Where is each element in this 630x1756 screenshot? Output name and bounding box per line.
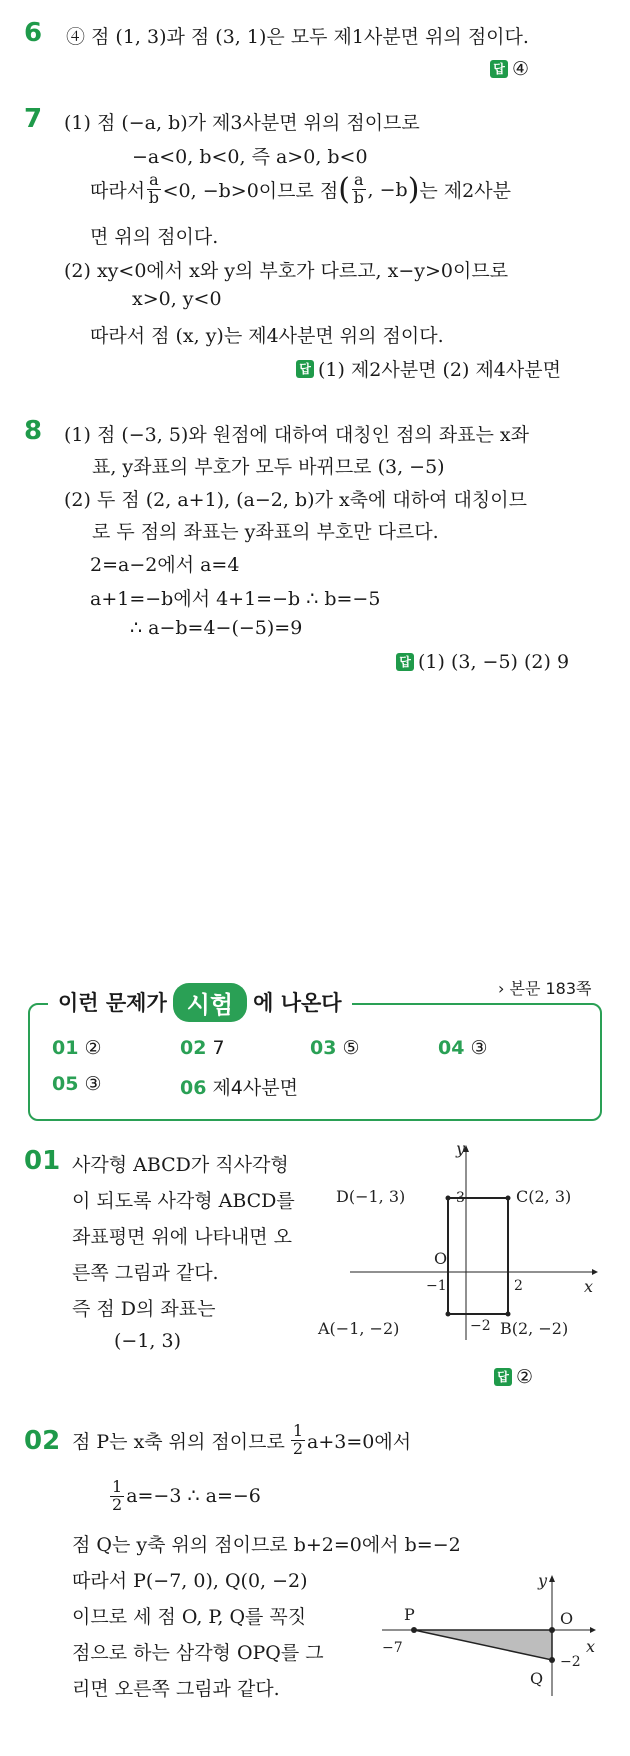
qa-val: ③	[470, 1037, 488, 1059]
paren-close: )	[407, 172, 420, 207]
fraction-a-over-b	[147, 172, 161, 207]
fraction-half-2	[110, 1476, 124, 1514]
point-q	[549, 1657, 555, 1663]
q01-line3: 좌표평면 위에 나타내면 오	[72, 1226, 293, 1248]
q02-line4: 따라서 P(−7, 0), Q(0, −2)	[72, 1570, 308, 1592]
tick-neg2: −2	[470, 1318, 491, 1334]
p8-line5: 2=a−2에서 a=4	[90, 554, 240, 576]
q01-number: 01	[24, 1146, 61, 1176]
label-q: Q	[530, 1669, 544, 1688]
tick-neg2: −2	[560, 1654, 581, 1670]
x-axis-arrow	[592, 1269, 598, 1275]
point-p	[411, 1627, 417, 1633]
banner-text-post: 에 나온다	[253, 991, 342, 1015]
y-axis-arrow	[549, 1575, 555, 1582]
point-a	[446, 1312, 451, 1317]
p7-line7: 따라서 점 (x, y)는 제4사분면 위의 점이다.	[90, 325, 444, 347]
paren-open: (	[338, 172, 350, 207]
page-reference	[498, 976, 592, 999]
p8-line2: 표, y좌표의 부호가 모두 바뀌므로 (3, −5)	[92, 456, 445, 478]
triangle-opq	[414, 1630, 552, 1660]
quick-answer-06	[180, 1073, 298, 1100]
axis-x-label: x	[586, 1637, 596, 1656]
exam-banner	[48, 982, 352, 1022]
quick-answer-03	[310, 1037, 360, 1059]
p8-line6: a+1=−b에서 4+1=−b ∴ b=−5	[90, 588, 381, 610]
point-o	[549, 1627, 555, 1633]
answer-icon: 답	[494, 1368, 512, 1386]
q02-line7: 리면 오른쪽 그림과 같다.	[72, 1678, 280, 1700]
q02-line1	[72, 1418, 411, 1462]
qa-val: ③	[84, 1073, 102, 1095]
qa-num: 01	[52, 1037, 79, 1059]
problem-8-number: 8	[24, 416, 43, 446]
point-b	[506, 1312, 511, 1317]
q02-coordinate-graph	[380, 1568, 620, 1718]
qa-num: 03	[310, 1037, 337, 1059]
label-p: P	[404, 1605, 415, 1624]
frac-den: 2	[292, 1438, 304, 1458]
q02-line5: 이므로 세 점 O, P, Q를 꼭짓	[72, 1606, 307, 1628]
axis-y-label: y	[456, 1139, 466, 1158]
qa-num: 04	[438, 1037, 465, 1059]
label-d: D(−1, 3)	[336, 1187, 406, 1206]
fraction-half	[291, 1420, 305, 1458]
qa-val: ⑤	[342, 1037, 360, 1059]
frac-num: a	[149, 170, 159, 190]
tick-neg7: −7	[382, 1640, 403, 1656]
q02-line3: 점 Q는 y축 위의 점이므로 b+2=0에서 b=−2	[72, 1534, 461, 1556]
frac-num: 1	[112, 1476, 123, 1496]
frac-num: 1	[292, 1420, 304, 1440]
answer-icon: 답	[296, 360, 314, 378]
axis-x-label: x	[584, 1277, 594, 1296]
problem-6-answer	[490, 58, 529, 80]
q02-l1b: a+3=0에서	[307, 1430, 412, 1453]
frac-den: 2	[112, 1494, 123, 1514]
p7-line5: (2) xy<0에서 x와 y의 부호가 다르고, x−y>0이므로	[64, 260, 509, 282]
p7-line3	[90, 172, 511, 207]
page-reference-text: 본문 183쪽	[509, 979, 592, 998]
point-d	[446, 1196, 451, 1201]
answer-value: (1) 제2사분면 (2) 제4사분면	[318, 359, 561, 381]
problem-6-number: 6	[24, 18, 43, 48]
quick-answer-01	[52, 1037, 102, 1059]
qa-num: 06	[180, 1077, 207, 1099]
quick-answer-04	[438, 1037, 488, 1059]
q01-line2: 이 되도록 사각형 ABCD를	[72, 1190, 295, 1212]
fraction-a-over-b-2	[352, 172, 366, 207]
p7-l3b: <0, −b>0이므로 점	[162, 180, 339, 202]
q02-l2a: a=−3 ∴ a=−6	[126, 1485, 261, 1507]
p7-l3a: 따라서	[90, 180, 146, 202]
tick-3: 3	[456, 1190, 465, 1206]
label-b: B(2, −2)	[500, 1319, 569, 1338]
label-a: A(−1, −2)	[318, 1319, 400, 1338]
tick-2: 2	[514, 1278, 523, 1294]
problem-7-answer	[296, 355, 561, 382]
answer-icon: 답	[490, 60, 508, 78]
banner-pill: 시험	[173, 983, 247, 1022]
p7-line6: x>0, y<0	[132, 288, 222, 310]
banner-text-pre: 이런 문제가	[58, 991, 167, 1015]
q02-line6: 점으로 하는 삼각형 OPQ를 그	[72, 1642, 324, 1664]
answer-value: (1) (3, −5) (2) 9	[418, 651, 570, 673]
label-o: O	[560, 1609, 574, 1628]
frac-num: a	[353, 170, 364, 190]
qa-val: 제4사분면	[212, 1077, 298, 1099]
qa-num: 02	[180, 1037, 207, 1059]
q02-l1a: 점 P는 x축 위의 점이므로	[72, 1430, 285, 1453]
q02-number: 02	[24, 1426, 61, 1456]
q01-line1: 사각형 ABCD가 직사각형	[72, 1154, 289, 1176]
rectangle-abcd	[448, 1198, 508, 1314]
p7-l3d: 는 제2사분	[419, 180, 511, 202]
q01-answer	[494, 1366, 533, 1388]
p8-line3: (2) 두 점 (2, a+1), (a−2, b)가 x축에 대하여 대칭이므	[64, 489, 527, 511]
frac-den: b	[148, 188, 159, 207]
answer-value: ④	[512, 58, 530, 80]
q01-line6: (−1, 3)	[114, 1330, 182, 1352]
point-c	[506, 1196, 511, 1201]
quick-answer-02	[180, 1037, 225, 1059]
axis-y-label: y	[538, 1571, 548, 1590]
p8-line1: (1) 점 (−3, 5)와 원점에 대하여 대칭인 점의 좌표는 x좌	[64, 424, 529, 446]
p7-line2: −a<0, b<0, 즉 a>0, b<0	[132, 146, 368, 168]
q01-line5: 즉 점 D의 좌표는	[72, 1298, 216, 1320]
quick-answer-05	[52, 1073, 102, 1095]
problem-6-text: ④ 점 (1, 3)과 점 (3, 1)은 모두 제1사분면 위의 점이다.	[66, 26, 529, 48]
tick-neg1: −1	[426, 1278, 447, 1294]
problem-8-answer	[396, 651, 569, 673]
label-origin: O	[434, 1249, 448, 1268]
q01-coordinate-graph	[318, 1139, 610, 1350]
p8-line4: 로 두 점의 좌표는 y좌표의 부호만 다르다.	[92, 521, 439, 543]
p7-line1: (1) 점 (−a, b)가 제3사분면 위의 점이므로	[64, 112, 420, 134]
p7-line4: 면 위의 점이다.	[90, 226, 219, 248]
p7-l3c: , −b	[367, 178, 408, 201]
q02-line2	[108, 1474, 261, 1518]
qa-num: 05	[52, 1073, 79, 1095]
frac-den: b	[353, 188, 364, 207]
problem-7-number: 7	[24, 104, 43, 134]
p8-line7: ∴ a−b=4−(−5)=9	[130, 617, 303, 639]
label-c: C(2, 3)	[516, 1187, 572, 1206]
q01-line4: 른쪽 그림과 같다.	[72, 1262, 219, 1284]
x-axis-arrow	[590, 1627, 596, 1633]
answer-value: ②	[516, 1366, 534, 1388]
qa-val: 7	[212, 1037, 225, 1059]
answer-icon: 답	[396, 653, 414, 671]
chevron-right-icon: ›	[498, 979, 505, 998]
qa-val: ②	[84, 1037, 102, 1059]
